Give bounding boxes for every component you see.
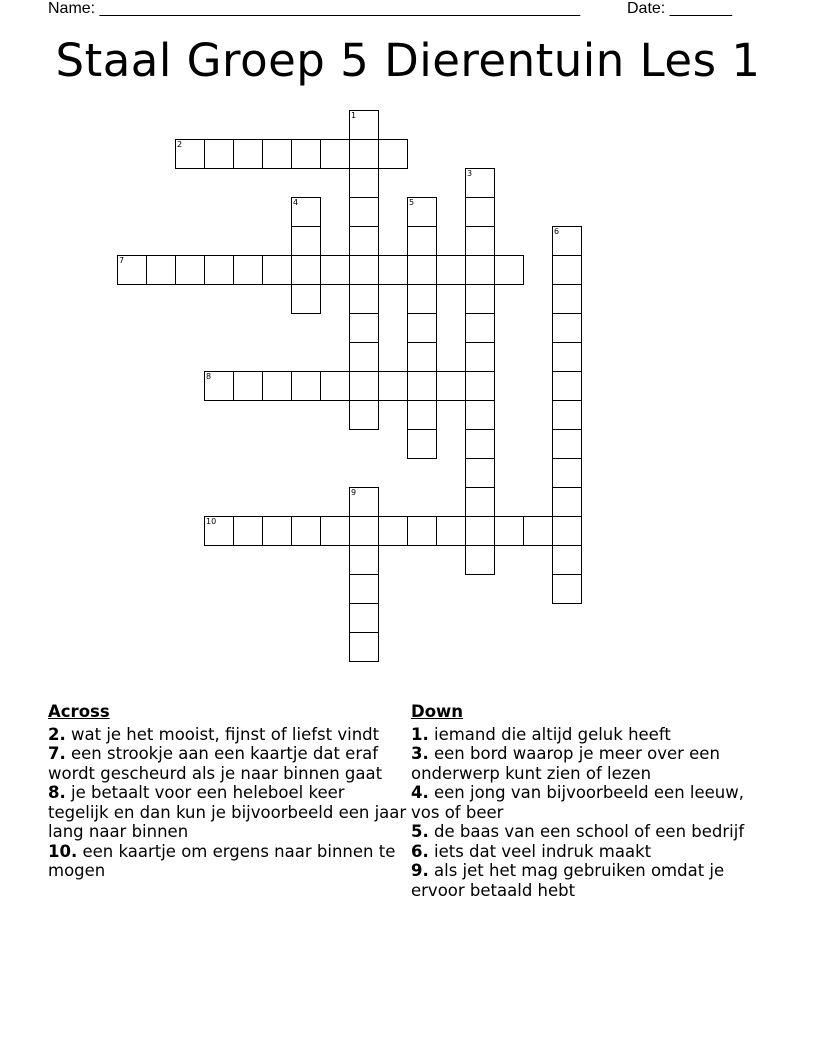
grid-cell[interactable] <box>262 371 292 401</box>
grid-cell[interactable] <box>233 255 263 285</box>
down-clues <box>411 702 761 900</box>
grid-cell[interactable] <box>320 371 350 401</box>
down-clue-5 <box>411 822 761 842</box>
clue-number: 5. <box>411 822 429 841</box>
grid-cell[interactable] <box>349 400 379 430</box>
grid-cell[interactable] <box>465 342 495 372</box>
grid-cell[interactable] <box>291 516 321 546</box>
date-field-label: Date: _______ <box>627 0 732 17</box>
grid-cell[interactable] <box>262 516 292 546</box>
grid-cell[interactable] <box>349 168 379 198</box>
name-field-label: Name: ______________________________________________________ <box>48 0 581 17</box>
clue-number-label: 1 <box>351 111 357 120</box>
grid-cell[interactable] <box>378 371 408 401</box>
grid-cell[interactable] <box>465 487 495 517</box>
clue-text: een jong van bijvoorbeeld een leeuw, vos of beer <box>411 783 744 822</box>
grid-cell[interactable] <box>552 342 582 372</box>
grid-cell[interactable] <box>349 139 379 169</box>
across-clue-8 <box>48 783 408 842</box>
grid-cell[interactable] <box>407 371 437 401</box>
grid-cell[interactable] <box>349 226 379 256</box>
clue-number-label: 8 <box>206 372 212 381</box>
grid-cell[interactable] <box>494 516 524 546</box>
grid-cell[interactable] <box>407 226 437 256</box>
grid-cell[interactable] <box>552 255 582 285</box>
grid-cell[interactable] <box>146 255 176 285</box>
clue-text: iemand die altijd geluk heeft <box>428 724 671 744</box>
grid-cell[interactable] <box>349 516 379 546</box>
clue-number: 7. <box>48 744 66 763</box>
down-clue-6 <box>411 842 761 862</box>
grid-cell[interactable] <box>349 255 379 285</box>
grid-cell[interactable] <box>233 139 263 169</box>
grid-cell[interactable] <box>552 516 582 546</box>
grid-cell[interactable] <box>465 429 495 459</box>
page-title: Staal Groep 5 Dierentuin Les 1 <box>55 34 761 87</box>
clue-number: 10. <box>48 841 78 861</box>
down-clue-4 <box>411 783 761 822</box>
grid-cell[interactable] <box>465 284 495 314</box>
grid-cell[interactable] <box>465 197 495 227</box>
across-clue-list <box>48 725 408 881</box>
grid-cell[interactable] <box>436 516 466 546</box>
grid-cell[interactable] <box>465 255 495 285</box>
clue-number: 6. <box>411 841 429 861</box>
grid-cell[interactable] <box>349 603 379 633</box>
clue-number: 4. <box>411 783 429 802</box>
grid-cell[interactable] <box>523 516 553 546</box>
grid-cell[interactable] <box>291 284 321 314</box>
grid-cell[interactable] <box>552 429 582 459</box>
grid-cell[interactable] <box>378 516 408 546</box>
grid-cell[interactable] <box>349 371 379 401</box>
grid-cell[interactable] <box>465 313 495 343</box>
grid-cell[interactable] <box>320 139 350 169</box>
grid-cell[interactable] <box>436 255 466 285</box>
clue-text: een strookje aan een kaartje dat eraf wordt gescheurd als je naar binnen gaat <box>48 744 383 783</box>
clue-text: je betaalt voor een heleboel keer tegelijk en dan kun je bijvoorbeeld een jaar lang naar binnen <box>48 783 407 841</box>
grid-cell[interactable] <box>262 255 292 285</box>
grid-cell[interactable] <box>349 284 379 314</box>
grid-cell[interactable] <box>465 226 495 256</box>
down-clue-1 <box>411 725 761 745</box>
grid-cell[interactable] <box>465 545 495 575</box>
clue-number-label: 5 <box>409 198 415 207</box>
grid-cell[interactable] <box>320 516 350 546</box>
grid-cell[interactable] <box>407 516 437 546</box>
grid-cell[interactable] <box>552 284 582 314</box>
down-clue-3 <box>411 744 761 783</box>
clue-text: een bord waarop je meer over een onderwerp kunt zien of lezen <box>411 744 720 783</box>
grid-cell[interactable] <box>465 371 495 401</box>
clue-number: 2. <box>48 724 66 744</box>
grid-cell[interactable] <box>407 255 437 285</box>
grid-cell[interactable] <box>465 458 495 488</box>
grid-cell[interactable] <box>407 342 437 372</box>
down-heading: Down <box>411 702 464 721</box>
clue-number-label: 6 <box>554 227 560 236</box>
clue-number-label: 10 <box>206 517 217 526</box>
grid-cell[interactable] <box>465 516 495 546</box>
grid-cell[interactable] <box>291 226 321 256</box>
grid-cell[interactable] <box>407 284 437 314</box>
clue-text: als jet het mag gebruiken omdat je ervoor betaald hebt <box>411 861 725 900</box>
grid-cell[interactable] <box>349 342 379 372</box>
grid-cell[interactable] <box>552 487 582 517</box>
grid-cell[interactable] <box>291 255 321 285</box>
grid-cell[interactable] <box>552 458 582 488</box>
grid-cell[interactable] <box>204 255 234 285</box>
grid-cell[interactable] <box>291 371 321 401</box>
clue-number: 8. <box>48 783 66 802</box>
grid-cell[interactable] <box>349 197 379 227</box>
grid-cell[interactable] <box>233 371 263 401</box>
grid-cell[interactable] <box>320 255 350 285</box>
clue-text: een kaartje om ergens naar binnen te mogen <box>48 841 396 880</box>
grid-cell[interactable] <box>407 400 437 430</box>
grid-cell[interactable] <box>349 632 379 662</box>
grid-cell[interactable] <box>465 400 495 430</box>
clue-text: de baas van een school of een bedrijf <box>428 822 745 841</box>
grid-cell[interactable] <box>494 255 524 285</box>
clue-number: 9. <box>411 861 429 880</box>
down-clue-list <box>411 725 761 901</box>
grid-cell[interactable] <box>552 313 582 343</box>
grid-cell[interactable] <box>262 139 292 169</box>
clue-number: 1. <box>411 724 429 744</box>
grid-cell[interactable] <box>552 574 582 604</box>
clue-number-label: 4 <box>293 198 299 207</box>
grid-cell[interactable] <box>378 139 408 169</box>
grid-cell[interactable] <box>378 255 408 285</box>
down-clue-9 <box>411 861 761 900</box>
grid-cell[interactable] <box>349 545 379 575</box>
grid-cell[interactable] <box>204 139 234 169</box>
across-clue-2 <box>48 725 408 745</box>
clue-text: iets dat veel indruk maakt <box>428 841 652 861</box>
across-clue-7 <box>48 744 408 783</box>
clue-number-label: 7 <box>119 256 125 265</box>
grid-cell[interactable] <box>436 371 466 401</box>
clue-number-label: 2 <box>177 140 183 149</box>
grid-cell[interactable] <box>407 429 437 459</box>
grid-cell[interactable] <box>407 313 437 343</box>
across-clue-10 <box>48 842 408 881</box>
grid-cell[interactable] <box>349 313 379 343</box>
clue-number-label: 9 <box>351 488 357 497</box>
grid-cell[interactable] <box>349 574 379 604</box>
across-heading: Across <box>48 702 110 721</box>
grid-cell[interactable] <box>291 139 321 169</box>
across-clues <box>48 702 408 881</box>
clue-text: wat je het mooist, fijnst of liefst vindt <box>65 724 380 744</box>
clue-number-label: 3 <box>467 169 473 178</box>
grid-cell[interactable] <box>233 516 263 546</box>
grid-cell[interactable] <box>175 255 205 285</box>
grid-cell[interactable] <box>552 400 582 430</box>
grid-cell[interactable] <box>552 371 582 401</box>
clue-number: 3. <box>411 744 429 763</box>
grid-cell[interactable] <box>552 545 582 575</box>
